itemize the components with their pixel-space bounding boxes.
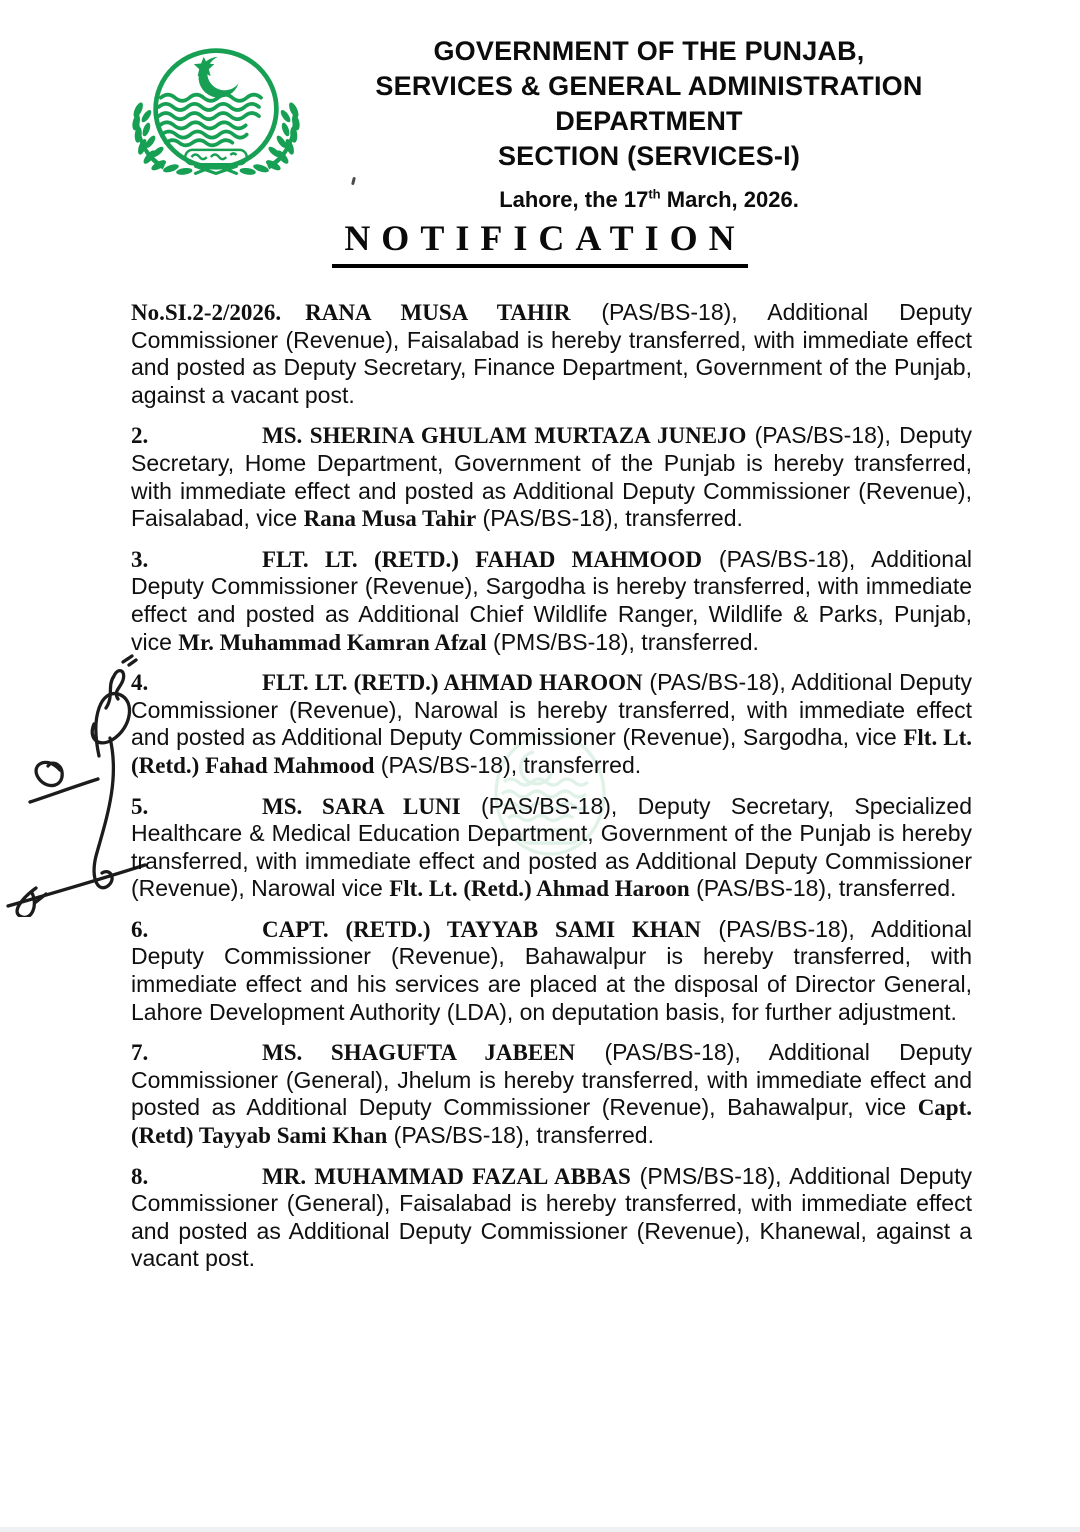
officer-name: Flt. Lt. (Retd.) Fahad Mahmood bbox=[131, 725, 972, 778]
date-prefix: Lahore, the 17 bbox=[499, 187, 649, 212]
punjab-crest-icon bbox=[128, 44, 304, 176]
paragraph-number: No.SI.2-2/2026. bbox=[131, 300, 282, 325]
paragraph-text: (PAS/BS-18), Deputy Secretary, Specialized Healthcare & Medical Education Department, Government of the Punjab is hereby transferred, with immediate effect and posted as Additional Deputy Commissioner (Revenue), Narowal vice bbox=[131, 792, 972, 902]
officer-name: Capt. (Retd) Tayyab Sami Khan bbox=[131, 1095, 972, 1149]
officer-name: Mr. Muhammad Kamran Afzal bbox=[178, 629, 487, 655]
officer-name: FLT. LT. (RETD.) AHMAD HAROON bbox=[262, 670, 643, 696]
page-title: NOTIFICATION bbox=[332, 217, 747, 268]
paragraph-text: (PMS/BS-18), Additional Deputy Commissioner (General), Faisalabad is hereby transferred, with immediate effect and posted as Additional Deputy Commissioner (Revenue), Khanewal, against a vacant post. bbox=[131, 1162, 972, 1272]
org-line-2: SERVICES & GENERAL ADMINISTRATION bbox=[375, 71, 923, 101]
notification-paragraph bbox=[131, 1163, 972, 1273]
notification-paragraph bbox=[131, 546, 972, 656]
paragraph-text: (PAS/BS-18), Deputy Secretary, Home Department, Government of the Punjab is hereby transferred, with immediate effect and posted as Additional Deputy Commissioner (Revenue), Faisalabad, vice bbox=[131, 422, 972, 532]
officer-name: MR. MUHAMMAD FAZAL ABBAS bbox=[262, 1163, 631, 1189]
officer-name: MS. SARA LUNI bbox=[262, 793, 461, 819]
paragraph-number: 2. bbox=[131, 423, 149, 449]
paragraph-number: 3. bbox=[131, 546, 149, 572]
date-suffix: March, 2026. bbox=[660, 187, 799, 212]
paragraph-text: (PAS/BS-18), transferred. bbox=[387, 1122, 654, 1149]
officer-name: RANA MUSA TAHIR bbox=[305, 300, 571, 325]
date-ordinal-suffix: th bbox=[648, 186, 661, 202]
notification-paragraph bbox=[131, 916, 972, 1026]
paragraph-number: 8. bbox=[131, 1163, 149, 1189]
paragraph-text: (PAS/BS-18), Additional Deputy Commissioner (Revenue), Bahawalpur is hereby transferred, with immediate effect and his services are placed at the disposal of Director General, Lahore Development Authority (LDA), on deputation basis, for further adjustment. bbox=[131, 915, 972, 1025]
notification-paragraph bbox=[131, 299, 972, 409]
notification-paragraphs bbox=[131, 299, 972, 1286]
paragraph-number: 7. bbox=[131, 1040, 149, 1066]
officer-name: FLT. LT. (RETD.) FAHAD MAHMOOD bbox=[262, 546, 702, 572]
notification-paragraph bbox=[131, 793, 972, 903]
place-and-date bbox=[318, 187, 980, 213]
paragraph-text: (PMS/BS-18), transferred. bbox=[486, 628, 759, 655]
officer-name: CAPT. (RETD.) TAYYAB SAMI KHAN bbox=[262, 916, 701, 942]
officer-name: MS. SHERINA GHULAM MURTAZA JUNEJO bbox=[262, 423, 747, 449]
paragraph-text: (PAS/BS-18), transferred. bbox=[476, 505, 743, 532]
notification-paragraph bbox=[131, 1039, 972, 1149]
paragraph-text: (PAS/BS-18), transferred. bbox=[689, 875, 957, 902]
officer-name: MS. SHAGUFTA JABEEN bbox=[262, 1040, 576, 1066]
paragraph-number: 5. bbox=[131, 793, 149, 819]
paragraph-number: 6. bbox=[131, 916, 149, 942]
notification-paragraph bbox=[131, 422, 972, 532]
paragraph-text: (PAS/BS-18), Additional Deputy Commissioner (Revenue), Narowal is hereby transferred, with immediate effect and posted as Additional Deputy Commissioner (Revenue), Sargodha, vice bbox=[131, 669, 972, 751]
paragraph-number: 4. bbox=[131, 670, 149, 696]
org-line-3: DEPARTMENT bbox=[555, 106, 743, 136]
org-line-1: GOVERNMENT OF THE PUNJAB, bbox=[433, 36, 865, 66]
title-wrap bbox=[0, 217, 1080, 268]
letterhead bbox=[318, 34, 980, 213]
org-line-4: SECTION (SERVICES-I) bbox=[497, 141, 801, 171]
paragraph-text: (PAS/BS-18), Additional Deputy Commissioner (General), Jhelum is hereby transferred, with immediate effect and posted as Additional Deputy Commissioner (Revenue), Bahawalpur, vice bbox=[131, 1039, 973, 1121]
notification-paragraph bbox=[131, 669, 972, 779]
scan-edge bbox=[0, 1527, 1080, 1532]
handwritten-signature bbox=[2, 652, 152, 917]
paragraph-text: (PAS/BS-18), Additional Deputy Commissioner (Revenue), Faisalabad is hereby transferred, with immediate effect and posted as Deputy Secretary, Finance Department, Government of the Punjab, against a vacant post. bbox=[131, 299, 972, 408]
officer-name: Rana Musa Tahir bbox=[303, 506, 477, 532]
officer-name: Flt. Lt. (Retd.) Ahmad Haroon bbox=[389, 876, 690, 902]
paragraph-text: (PAS/BS-18), Additional Deputy Commissioner (Revenue), Sargodha is hereby transferred, with immediate effect and posted as Additional Chief Wildlife Ranger, Wildlife & Parks, Punjab, vice bbox=[131, 545, 972, 655]
paragraph-text: (PAS/BS-18), transferred. bbox=[374, 751, 642, 778]
